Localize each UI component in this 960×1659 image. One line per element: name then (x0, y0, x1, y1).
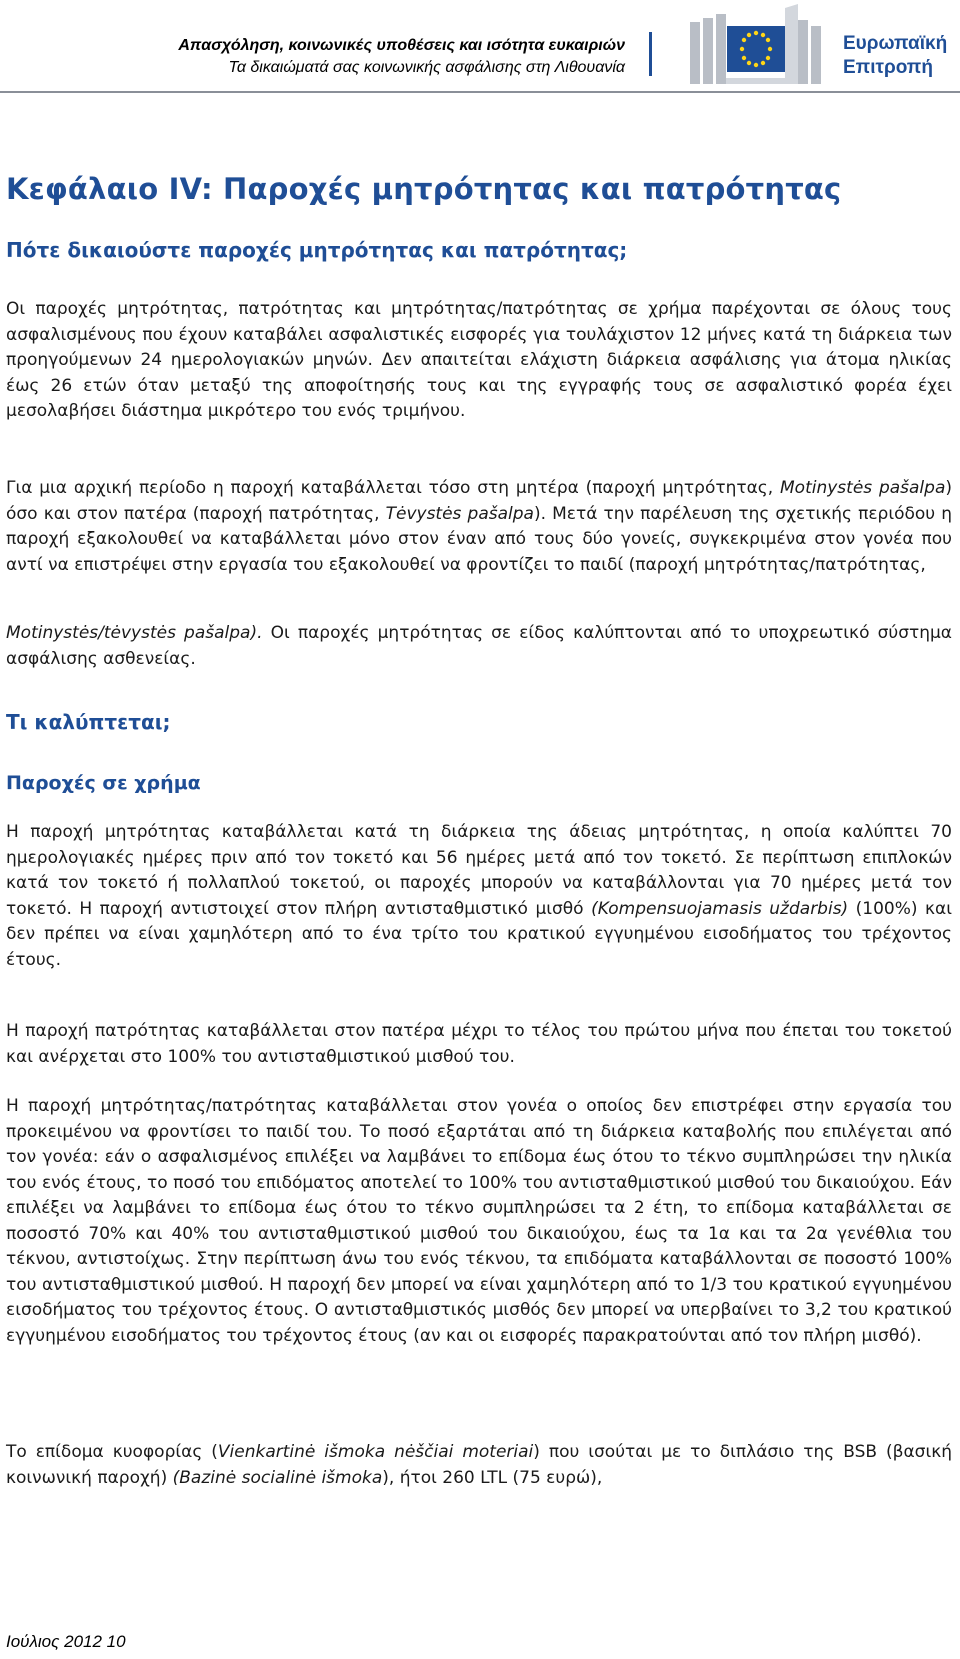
text-run: Οι παροχές μητρότητας σε είδος καλύπτονται από το υποχρεωτικό σύστημα ασφάλισης ασθενείας. (6, 623, 953, 669)
term-motinystes: Motinystės pašalpa (780, 478, 946, 498)
term-motinystes-tevystes: Motinystės/tėvystės pašalpa). (6, 623, 263, 643)
term-bazine: (Bazinė socialinė išmoka (172, 1467, 383, 1488)
header-rule (0, 91, 960, 93)
wordmark-line1: Ευρωπαϊκή (843, 33, 948, 54)
section-heading-eligibility: Πότε δικαιούστε παροχές μητρότητας και πατρότητας; (6, 238, 628, 262)
term-kompensuojamasis: (Kompensuojamasis uždarbis) (591, 898, 849, 919)
text-run: ) που ισούται με το διπλάσιο της BSB (βασική κοινωνική παροχή) (6, 1442, 953, 1488)
european-commission-logo (690, 4, 825, 90)
term-vienkartine: Vienkartinė išmoka nėščiai moteriai (217, 1442, 534, 1462)
section-heading-coverage: Τι καλύπτεται; (6, 710, 171, 734)
paragraph-eligibility: Οι παροχές μητρότητας, πατρότητας και μητρότητας/πατρότητας σε χρήμα παρέχονται σε όλους τους ασφαλισμένους που έχουν καταβάλει ασφαλιστικές εισφορές για τουλάχιστον 12 μήνες κατά τη διάρκεια των προηγούμενων 24 ημερολογιακών μηνών. Δεν απαιτείται ελάχιστη διάρκεια ασφάλισης για άτομα ηλικίας έως 26 ετών όταν μεταξύ της αποφοίτησής τους και της εγγραφής τους σε ασφαλιστικό φορέα έχει μεσολαβήσει διάστημα μικρότερο του ενός τριμήνου. (6, 299, 952, 421)
text-run: Η παροχή μητρότητας καταβάλλεται κατά τη διάρκεια της άδειας μητρότητας, η οποία καλύπτει 70 ημερολογιακές ημέρες πριν από τον τοκετό και 56 ημέρες μετά από τον τοκετό. Σε περίπτωση επιπλοκών κατά τον τοκετό ή πολλαπλού τοκετού, οι παροχές μπορούν να καταβάλλονται για 70 ημέρες μετά τον τοκετό. Η παροχή αντιστοιχεί στον πλήρη αντισταθμιστικό μισθό (6, 822, 952, 919)
wordmark-line2: Επιτροπή (843, 57, 933, 78)
page-footer: Ιούλιος 2012 10 (6, 1632, 126, 1651)
header-subtitle: Τα δικαιώματά σας κοινωνικής ασφάλισης στη Λιθουανία (228, 59, 625, 76)
text-run: (100%) και δεν πρέπει να είναι χαμηλότερη από το ένα τρίτο του κρατικού εγγυημένου εισοδήματος του τρέχοντος έτους. (6, 898, 952, 970)
european-commission-wordmark (843, 32, 947, 80)
paragraph-pregnancy-allowance (6, 1440, 952, 1491)
paragraph-recipients (6, 476, 952, 578)
text-run: Για μια αρχική περίοδο η παροχή καταβάλλεται τόσο στη μητέρα (παροχή μητρότητας, (6, 478, 780, 498)
text-run: ) όσο και στον πατέρα (παροχή πατρότητας, (6, 478, 952, 524)
paragraph-maternity-benefit (6, 820, 952, 973)
header-dg-title: Απασχόληση, κοινωνικές υποθέσεις και ισότητα ευκαιριών (178, 37, 625, 54)
paragraph-paternity-benefit: Η παροχή πατρότητας καταβάλλεται στον πατέρα μέχρι το τέλος του πρώτου μήνα που έπεται του τοκετού και ανέρχεται στο 100% του αντισταθμιστικού μισθού του. (6, 1021, 952, 1067)
subheading-cash-benefits: Παροχές σε χρήμα (6, 772, 201, 794)
text-run: ). Μετά την παρέλευση της σχετικής περιόδου η παροχή εξακολουθεί να καταβάλλεται μόνο στον έναν από τους δύο γονείς, συγκεκριμένα στον γονέα που αντί να επιστρέψει στην εργασία του εξακολουθεί να φροντίζει το παιδί (παροχή μητρότητας/πατρότητας, (6, 503, 952, 575)
chapter-title: Κεφάλαιο IV: Παροχές μητρότητας και πατρότητας (6, 172, 842, 206)
term-tevystes: Tėvystės pašalpa (385, 503, 534, 524)
header-divider (649, 32, 652, 76)
text-run: ), ήτοι 260 LTL (75 ευρώ), (382, 1467, 603, 1488)
paragraph-parental-benefit: Η παροχή μητρότητας/πατρότητας καταβάλλεται στον γονέα ο οποίος δεν επιστρέφει στην εργασία του προκειμένου να φροντίσει το παιδί του. Το ποσό εξαρτάται από τη διάρκεια καταβολής που επιλέγεται από τον γονέα: εάν ο ασφαλισμένος επιλέξει να λαμβάνει το επίδομα έως ότου το τέκνο συμπληρώσει την ηλικία του ενός έτους, το ποσό του επιδόματος αποτελεί το 100% του αντισταθμιστικού μισθού του δικαιούχου. Εάν επιλέξει να λαμβάνει το επίδομα έως ότου το τέκνο συμπληρώσει τα 2 έτη, το επίδομα καταβάλλεται σε ποσοστό 70% και 40% του αντισταθμιστικού μισθού του δικαιούχου, έως τα 1α και τα 2α γενέθλια του τέκνου, αντιστοίχως. Στην περίπτωση άνω του ενός τέκνου, τα επιδόματα καταβάλλονται σε ποσοστό 100% του αντισταθμιστικού μισθού. Η παροχή δεν μπορεί να είναι χαμηλότερη από το 1/3 του κρατικού εγγυημένου εισοδήματος του τρέχοντος έτους. Ο αντισταθμιστικός μισθός δεν μπορεί να υπερβαίνει το 3,2 του κρατικού εγγυημένου εισοδήματος του τρέχοντος έτους (αν και οι εισφορές παρακρατούνται από τον πλήρη μισθό). (6, 1096, 952, 1346)
text-run: Το επίδομα κυοφορίας ( (6, 1442, 218, 1462)
paragraph-benefits-in-kind (6, 621, 952, 672)
header-text (178, 35, 625, 79)
